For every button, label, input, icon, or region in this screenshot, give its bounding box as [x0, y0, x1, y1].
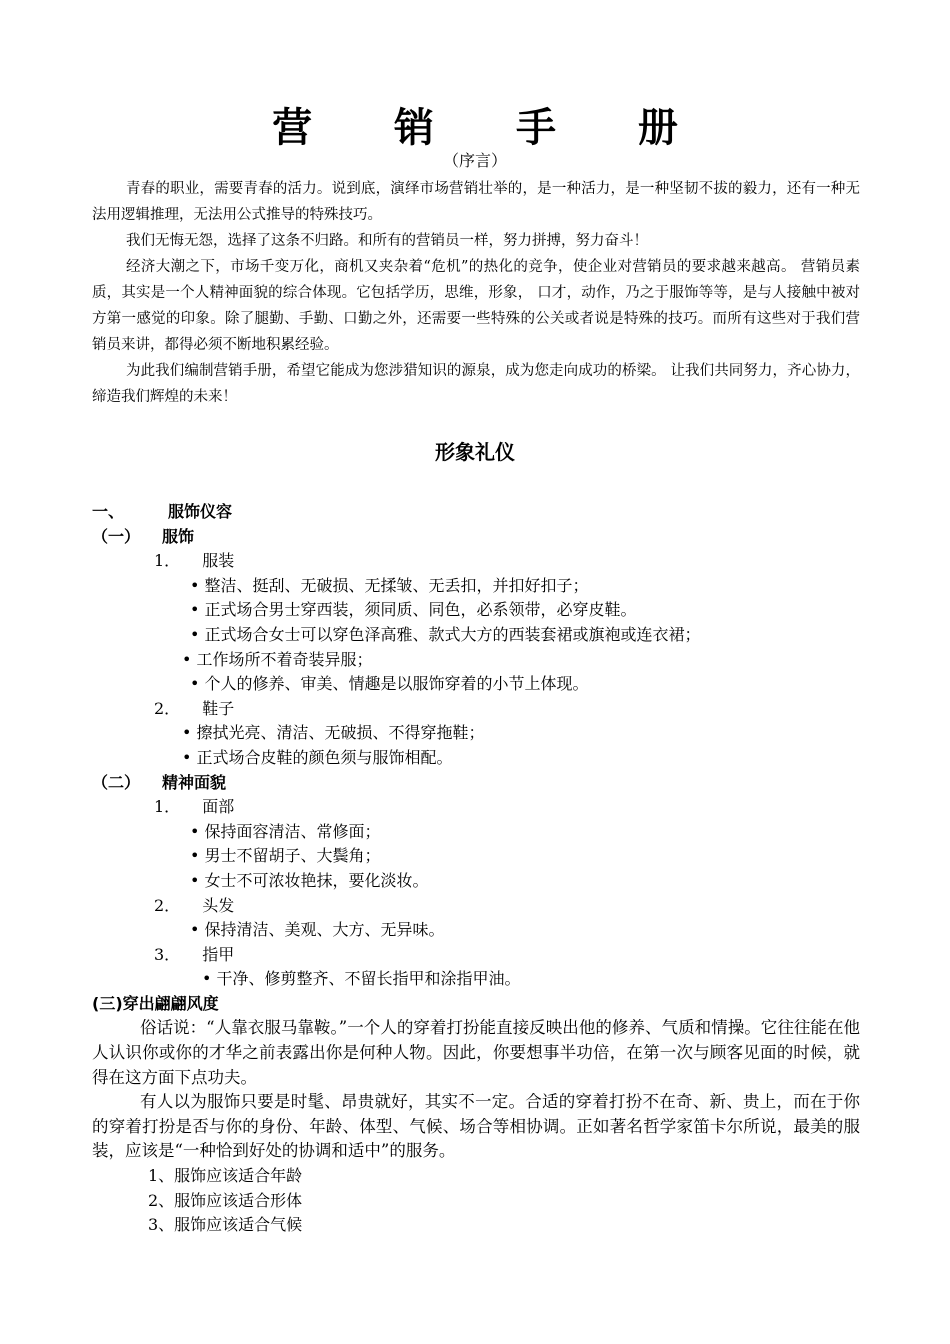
heading-level-2: (三)穿出翩翩风度: [92, 993, 219, 1013]
heading-number: 一、: [92, 502, 125, 521]
heading-number: （一）: [92, 526, 141, 546]
bullet-item: • 整洁、挺刮、无破损、无揉皱、无丢扣，并扣好扣子；: [190, 575, 589, 595]
heading-label: 精神面貌: [162, 772, 227, 792]
bullet-item: • 保持清洁、美观、大方、无异味。: [190, 920, 445, 940]
body-paragraph: 俗话说：“人靠衣服马靠鞍。”一个人的穿着打扮能直接反映出他的修养、气质和情操。它往往能在他人认识你或你的才华之前表露出你是何种人物。因此，你要想事半功倍，在第一次与顾客见面的时候，就得在这方面下点功夫。: [92, 1018, 860, 1087]
bullet-item: • 正式场合男士穿西装，须同质、同色，必系领带，必穿皮鞋。: [190, 600, 637, 620]
section-title: 形象礼仪: [435, 440, 515, 464]
bullet-item: • 正式场合女士可以穿色泽高雅、款式大方的西装套裙或旗袍或连衣裙；: [190, 624, 701, 644]
heading-level-2: [92, 771, 860, 796]
heading-level-1: [92, 500, 860, 525]
body-paragraph: 有人以为服饰只要是时髦、昂贵就好，其实不一定。合适的穿着打扮不在奇、新、贵上，而在于你的穿着打扮是否与你的身份、年龄、体型、气候、场合等相协调。正如著名哲学家笛卡尔所说，最美的服装，应该是“一种恰到好处的协调和适中”的服务。: [92, 1092, 860, 1161]
preface-paragraph: 为此我们编制营销手册，希望它能成为您涉猎知识的源泉，成为您走向成功的桥梁。 让我们共同努力，齐心协力，缔造我们辉煌的未来！: [92, 363, 860, 405]
preface: [92, 176, 860, 410]
bullet-item: • 干净、修剪整齐、不留长指甲和涂指甲油。: [202, 969, 521, 989]
bullet-item: • 正式场合皮鞋的颜色须与服饰相配。: [182, 747, 453, 767]
numbered-item: 1． 面部: [154, 797, 235, 817]
bullet-item: • 男士不留胡子、大鬓角；: [190, 846, 381, 866]
numbered-item: 3． 指甲: [154, 944, 235, 964]
bullet-item: • 保持面容清洁、常修面；: [190, 821, 381, 841]
bullet-item: • 擦拭光亮、清洁、无破损、不得穿拖鞋；: [182, 723, 485, 743]
heading-label: 服饰: [162, 526, 195, 546]
bullet-item: • 工作场所不着奇装异服；: [182, 649, 373, 669]
heading-label: 服饰仪容: [168, 502, 233, 521]
numbered-item: 1． 服装: [154, 551, 235, 571]
outline: [92, 500, 860, 1238]
document-title: 营 销 手 册: [272, 105, 712, 151]
numbered-item: 1、服饰应该适合年龄: [148, 1166, 303, 1186]
preface-paragraph: 我们无悔无怨，选择了这条不归路。和所有的营销员一样，努力拼搏，努力奋斗！: [126, 233, 648, 249]
document-subtitle: （序言）: [442, 151, 507, 170]
bullet-item: • 女士不可浓妆艳抹，要化淡妆。: [190, 870, 429, 890]
bullet-item: • 个人的修养、审美、情趣是以服饰穿着的小节上体现。: [190, 674, 589, 694]
heading-number: （二）: [92, 772, 141, 792]
numbered-item: 3、服饰应该适合气候: [148, 1215, 303, 1235]
preface-paragraph: 青春的职业，需要青春的活力。说到底，演绎市场营销壮举的，是一种活力，是一种坚韧不拔的毅力，还有一种无法用逻辑推理，无法用公式推导的特殊技巧。: [92, 181, 860, 223]
numbered-item: 2． 头发: [154, 895, 235, 915]
numbered-item: 2、服饰应该适合形体: [148, 1190, 303, 1210]
preface-paragraph: 经济大潮之下，市场千变万化，商机又夹杂着“危机”的热化的竞争，使企业对营销员的要求越来越高。 营销员素质，其实是一个人精神面貌的综合体现。它包括学历，思维，形象， 口才，动作，乃之于服饰等等，是与人接触中被对方第一感觉的印象。除了腿勤、手勤、口勤之外，还需要一些特殊的公关或者说是特殊的技巧。而所有这些对于我们营销员来讲，都得必须不断地积累经验。: [92, 259, 860, 353]
heading-level-2: [92, 525, 860, 550]
numbered-item: 2． 鞋子: [154, 698, 235, 718]
